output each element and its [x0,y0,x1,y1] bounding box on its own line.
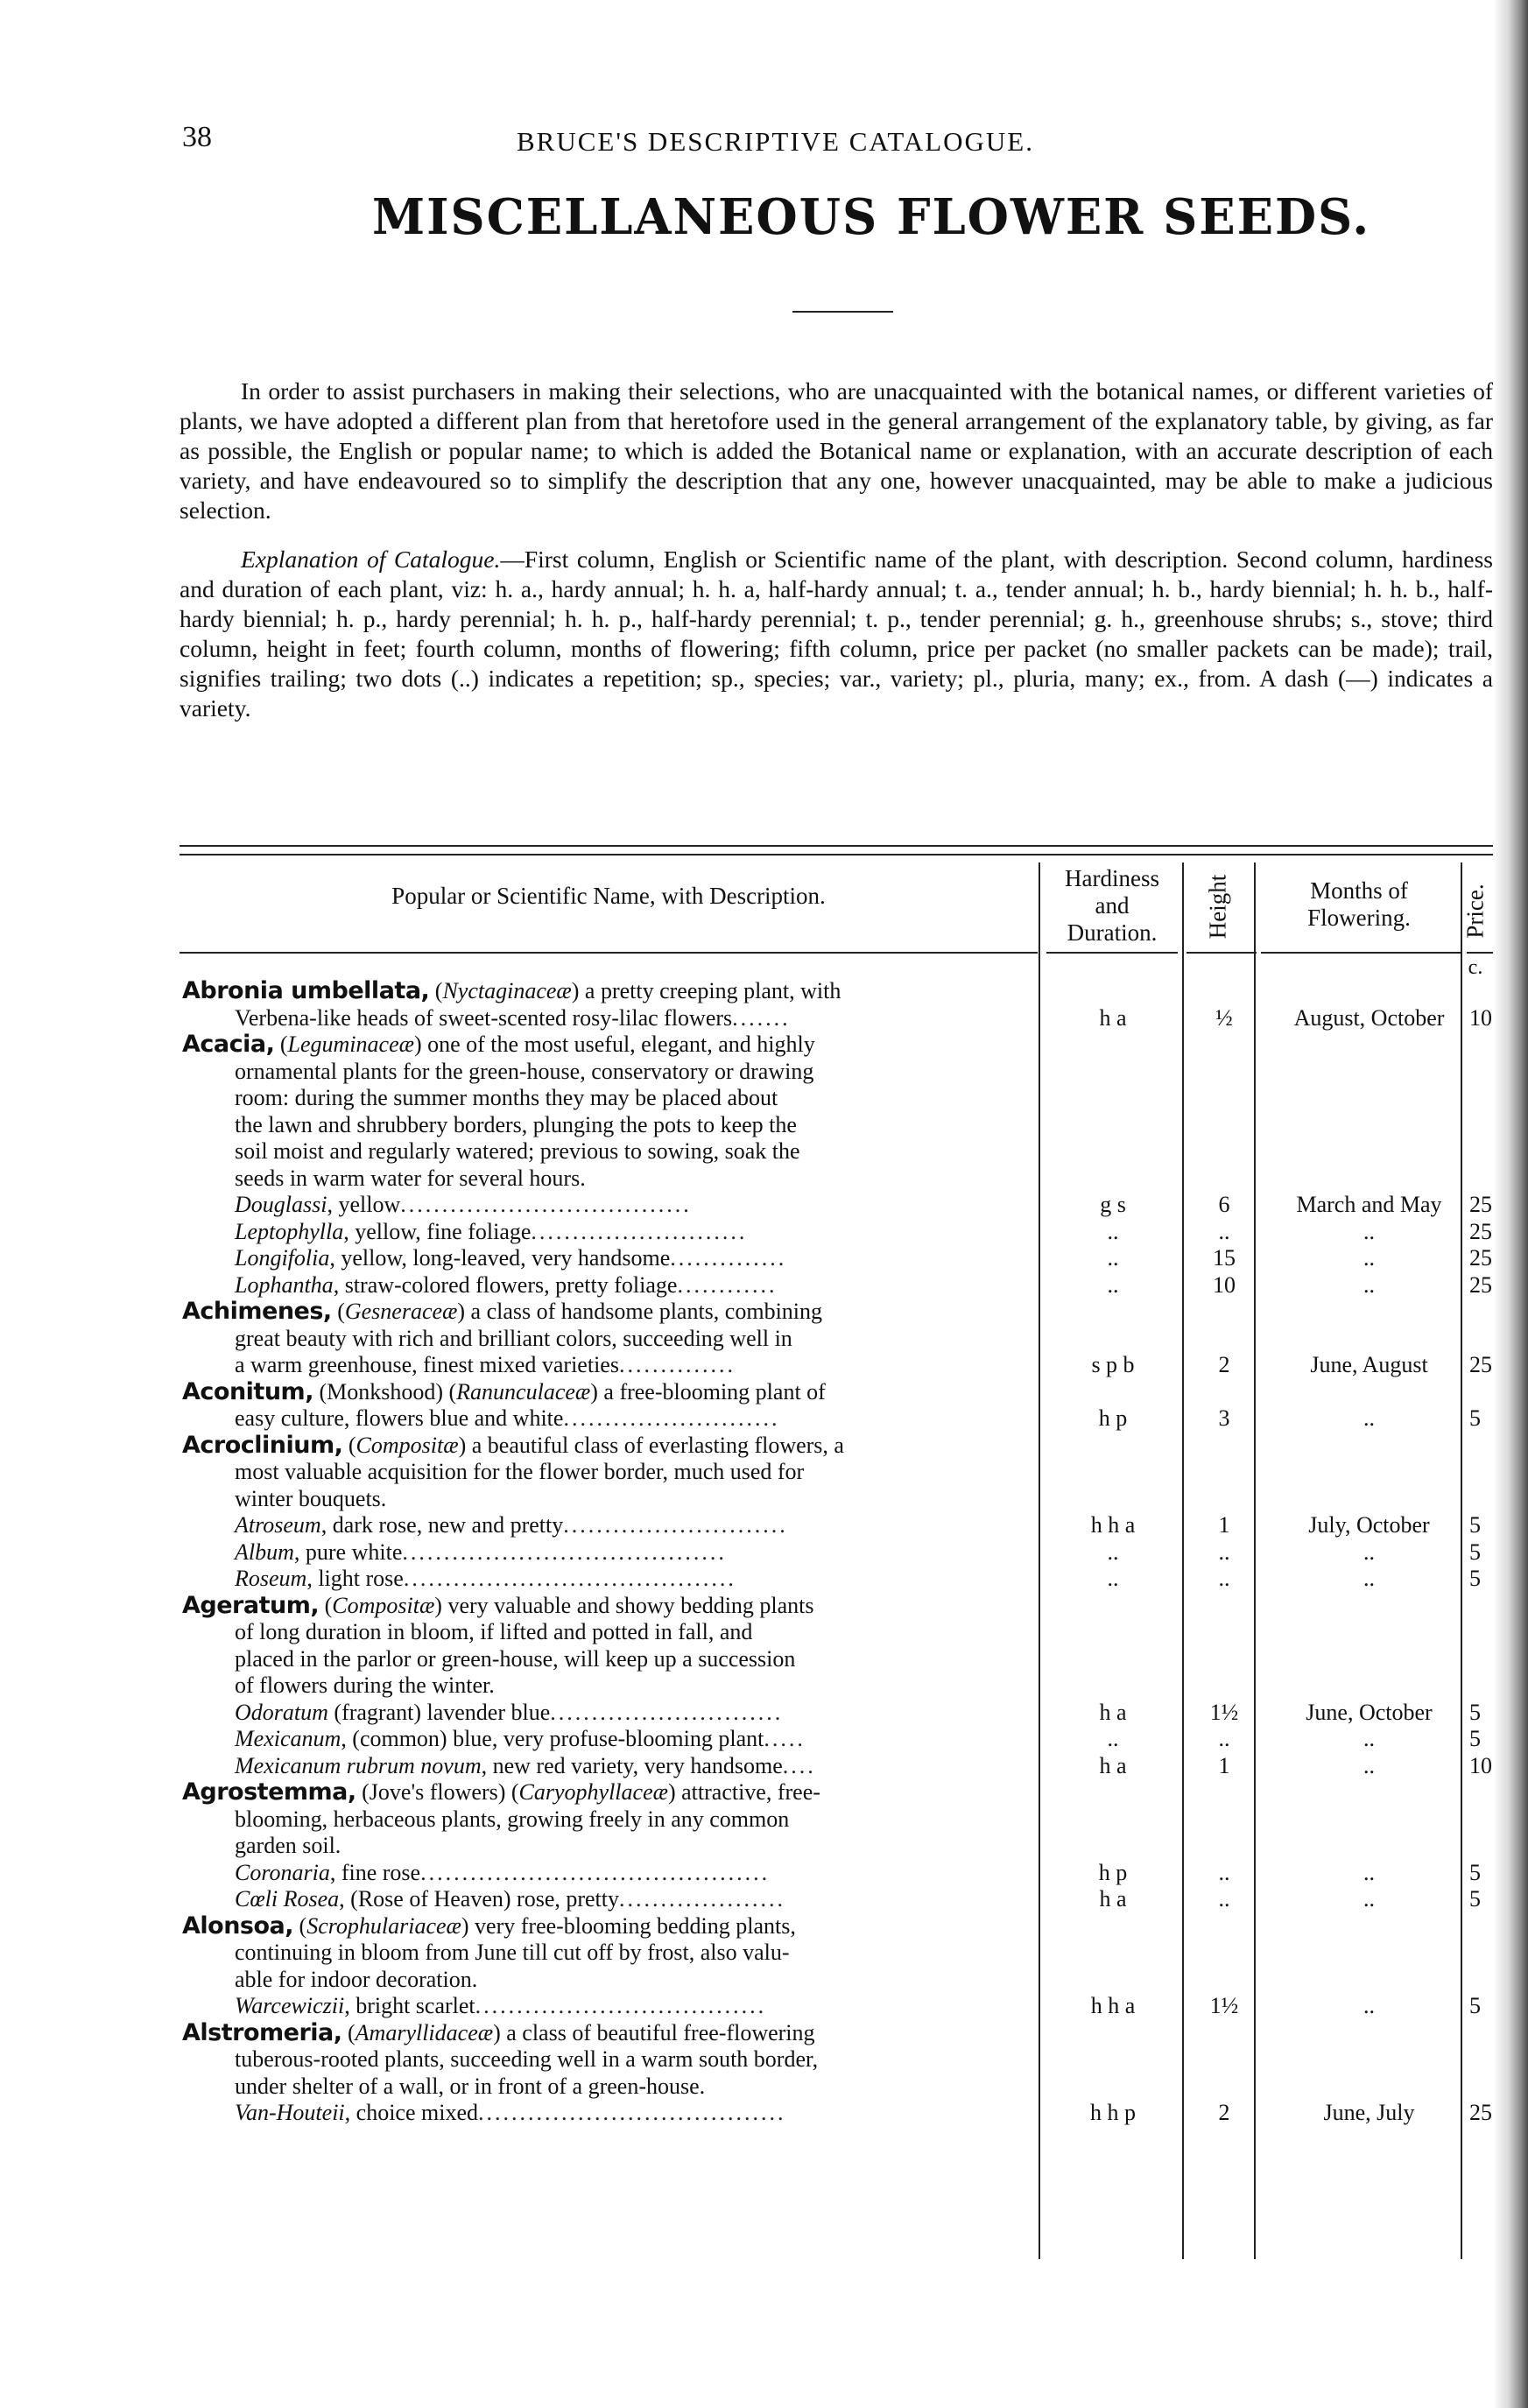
table-row [182,1672,1496,1700]
months-cell: July, October [1308,1512,1430,1538]
months-cell: .. [1363,1726,1375,1751]
row-description [182,1886,1039,1913]
description-text: ( [342,1432,356,1458]
description-text: ) a free-blooming plant of [590,1378,826,1405]
row-description [182,2100,1039,2127]
table-row [182,1486,1496,1513]
description-text: ) a beautiful class of everlasting flowers, a [458,1432,844,1458]
months-cell: .. [1363,1752,1375,1778]
page-number: 38 [182,121,212,153]
hardiness-cell: .. [1107,1566,1119,1591]
description-text: ( [319,1592,333,1618]
header-height: Height [1204,874,1231,940]
leader-dots: ............................ [550,1699,784,1725]
months-cell: .. [1363,1566,1375,1591]
height-cell: 2 [1218,1352,1230,1377]
months-cell: March and May [1296,1192,1442,1217]
row-description [182,1112,1039,1139]
family-name: Amaryllidaceæ [355,2019,494,2045]
table-row [182,1005,1496,1032]
months-cell: .. [1363,1538,1375,1565]
hardiness-cell: .. [1107,1245,1119,1271]
height-cell: ½ [1215,1004,1233,1031]
row-description [182,1940,1039,1967]
price-cell: 10 [1469,1004,1492,1031]
row-description [182,1405,1039,1433]
header-hardiness [1042,865,1182,947]
page-title: MISCELLANEOUS FLOWER SEEDS. [372,188,1371,246]
description-text: garden soil. [235,1833,342,1858]
description-text: ) attractive, free- [667,1779,820,1805]
hardiness-cell: h h a [1090,1512,1136,1538]
description-text: , choice mixed [344,2100,478,2125]
table-row [182,1646,1496,1673]
leader-dots: ....................................... [402,1538,727,1565]
genus-name: Alonsoa, [182,1912,294,1940]
price-cell: 10 [1469,1752,1492,1778]
row-description [182,1779,1039,1806]
height-cell: 10 [1213,1271,1236,1298]
table-row [182,1833,1496,1860]
variety-name: Longifolia [235,1245,330,1271]
price-cell: 5 [1469,1538,1481,1565]
header-hardiness-line: Hardiness [1065,865,1159,891]
months-cell: .. [1363,1993,1375,2018]
family-name: Scrophulariaceæ [306,1912,461,1939]
height-cell: 1½ [1209,1699,1239,1725]
height-cell: .. [1218,1538,1230,1565]
description-text: tuberous-rooted plants, succeeding well in a warm south border, [235,2046,819,2072]
genus-name: Agrostemma, [182,1779,356,1806]
hardiness-cell: .. [1107,1726,1119,1751]
row-description [182,1566,1039,1593]
explanation-paragraph [180,545,1493,723]
row-description [182,1031,1039,1059]
family-name: Compositæ [356,1432,459,1458]
description-text: ) one of the most useful, elegant, and highly [413,1031,815,1057]
genus-name: Ageratum, [182,1592,320,1619]
table-row [182,1753,1496,1780]
description-text: , new red variety, very handsome [481,1752,783,1778]
row-description [182,1379,1039,1406]
description-text: of flowers during the winter. [235,1672,495,1698]
months-cell: August, October [1293,1004,1445,1031]
header-hardiness-line: Duration. [1067,919,1158,946]
row-description [182,1646,1039,1673]
description-text: , straw-colored flowers, pretty foliage [333,1271,678,1298]
row-description [182,1593,1039,1620]
row-description [182,978,1039,1005]
introduction [180,377,1493,743]
variety-name: Cœli Rosea [235,1886,340,1912]
table-row [182,1379,1496,1406]
row-description [182,1806,1039,1834]
header-name: Popular or Scientific Name, with Description. [391,883,826,909]
description-text: ( [429,978,443,1003]
price-unit: c. [1468,956,1483,979]
leader-dots: .... [782,1752,816,1778]
explanation-label: Explanation of Catalogue. [241,546,501,573]
hardiness-cell: h a [1099,1752,1127,1778]
description-text: seeds in warm water for several hours. [235,1165,586,1191]
leader-dots: ............ [677,1271,778,1298]
hardiness-cell: .. [1107,1271,1119,1298]
row-description [182,1138,1039,1165]
height-cell: 1 [1218,1752,1230,1778]
description-text: most valuable acquisition for the flower border, much used for [235,1459,805,1484]
height-cell: 1 [1218,1512,1230,1538]
months-cell: .. [1363,1886,1375,1912]
variety-name: Odoratum [235,1699,328,1725]
description-text: blooming, herbaceous plants, growing freely in any common [235,1806,790,1832]
intro-paragraph: In order to assist purchasers in making their selections, who are unacquainted with the botanical names, or different varieties of plants, we have adopted a different plan from that heretofore used in the general arrangement of the explanatory table, by giving, as far as possible, the English or popular name; to which is added the Botanical name or explanation, with an accurate description of each variety, and have endeavoured so to simplify the description that any one, however unacquainted, may be able to make a judicious selection. [180,377,1493,524]
leader-dots: .......................................... [420,1859,771,1885]
description-text: ) very free-blooming bedding plants, [461,1912,796,1939]
row-description [182,1753,1039,1780]
description-text: , (Rose of Heaven) rose, pretty [339,1886,620,1912]
row-description [182,1005,1039,1032]
variety-name: Douglassi [235,1192,327,1217]
description-text: (fragrant) lavender blue [327,1699,551,1725]
table-row [182,1913,1496,1940]
variety-name: Van-Houteii [235,2100,345,2125]
family-name: Nyctaginaceæ [442,978,572,1003]
description-text: soil moist and regularly watered; previous to sowing, soak the [235,1138,800,1164]
description-text: (Monkshood) ( [313,1378,457,1405]
table-top-rule [180,845,1493,847]
table-row [182,1433,1496,1460]
price-cell: 5 [1469,1566,1481,1591]
price-cell: 25 [1469,1352,1492,1377]
leader-dots: ....... [732,1004,791,1031]
hardiness-cell: h h p [1090,2100,1136,2125]
table-row [182,1459,1496,1486]
price-cell: 5 [1469,1405,1481,1431]
table-row [182,1940,1496,1967]
table-row [182,1700,1496,1727]
table-row [182,2020,1496,2047]
description-text: , fine rose [329,1859,421,1885]
height-cell: 6 [1218,1192,1230,1217]
genus-name: Alstromeria, [182,2019,342,2046]
hardiness-cell: h p [1098,1405,1128,1431]
genus-name: Acroclinium, [182,1432,343,1459]
table-row [182,1593,1496,1620]
months-cell: June, July [1323,2100,1415,2125]
price-cell: 5 [1469,1993,1481,2018]
running-head: BRUCE'S DESCRIPTIVE CATALOGUE. [517,126,1034,157]
table-row [182,2046,1496,2074]
row-description [182,1860,1039,1887]
price-cell: 5 [1469,1859,1481,1885]
table-top-rule-inner [180,854,1493,855]
height-cell: 3 [1218,1405,1230,1431]
description-text: able for indoor decoration. [235,1966,478,1992]
row-description [182,1219,1039,1246]
row-description [182,1993,1039,2020]
description-text: ) a pretty creeping plant, with [571,978,841,1003]
variety-name: Roseum [235,1566,307,1591]
hardiness-cell: g s [1100,1192,1126,1217]
row-description [182,1486,1039,1513]
header-hardiness-line: and [1095,892,1130,919]
description-text: ( [331,1299,345,1324]
header-price: Price. [1461,884,1489,939]
height-cell: 2 [1218,2100,1230,2125]
row-description [182,1672,1039,1700]
description-text: ) a class of beautiful free-flowering [493,2019,815,2045]
leader-dots: ................................... [475,1993,767,2018]
table-row [182,1352,1496,1379]
description-text: ) a class of handsome plants, combining [457,1299,823,1324]
header-months-line: Flowering. [1307,905,1411,931]
table-row [182,1967,1496,1994]
leader-dots: ..................................... [478,2100,786,2125]
genus-name: Achimenes, [182,1299,332,1325]
height-cell: .. [1218,1218,1230,1244]
table-row [182,1299,1496,1326]
table-row [182,1192,1496,1219]
table-row [182,1405,1496,1433]
family-name: Ranunculaceæ [456,1378,591,1405]
table-row [182,1512,1496,1539]
table-row [182,1138,1496,1165]
table-row [182,1726,1496,1753]
variety-name: Atroseum [235,1512,321,1538]
description-text: placed in the parlor or green-house, will keep up a succession [235,1645,796,1672]
price-cell: 5 [1469,1886,1481,1912]
hardiness-cell: h h a [1090,1993,1136,2018]
description-text: , bright scarlet [344,1993,475,2018]
height-cell: 15 [1213,1245,1236,1271]
title-divider [792,311,893,313]
variety-name: Lophantha [235,1271,334,1298]
row-description [182,1245,1039,1272]
leader-dots: .............. [618,1352,736,1377]
description-text: , yellow, long-leaved, very handsome [329,1245,671,1271]
price-cell: 25 [1469,1245,1492,1271]
row-description [182,1192,1039,1219]
family-name: Gesneraceæ [344,1299,458,1324]
months-cell: June, October [1306,1699,1433,1725]
months-cell: .. [1363,1245,1375,1271]
table-row [182,1566,1496,1593]
description-text: ) very valuable and showy bedding plants [434,1592,814,1618]
row-description [182,1433,1039,1460]
genus-name: Abronia umbellata, [182,978,430,1004]
leader-dots: ................................... [400,1192,692,1217]
description-text: the lawn and shrubbery borders, plunging the pots to keep the [235,1111,797,1137]
description-text: , pure white [293,1538,403,1565]
table-row [182,1112,1496,1139]
leader-dots: .............. [670,1245,787,1271]
table-row [182,1886,1496,1913]
genus-name: Aconitum, [182,1378,313,1405]
months-cell: .. [1363,1218,1375,1244]
row-description [182,2074,1039,2101]
header-months-line: Months of [1310,877,1408,904]
height-cell: 1½ [1209,1993,1239,2018]
description-text: ( [342,2019,356,2045]
row-description [182,1326,1039,1353]
leader-dots: .......................... [563,1405,780,1431]
description-text: under shelter of a wall, or in front of a green-house. [235,2073,706,2099]
height-header-rule [1186,952,1257,954]
table-row [182,1779,1496,1806]
family-name: Caryophyllaceæ [518,1779,668,1805]
table-row [182,1085,1496,1112]
variety-name: Mexicanum [235,1726,342,1751]
leader-dots: .................... [619,1886,786,1912]
price-cell: 25 [1469,2100,1492,2125]
variety-name: Album [235,1538,294,1565]
description-text: , light rose [306,1566,404,1591]
header-months [1257,877,1461,932]
table-row [182,1993,1496,2020]
months-cell: .. [1363,1271,1375,1298]
row-description [182,1539,1039,1567]
catalogue-rows [182,978,1496,2127]
row-description [182,2020,1039,2047]
family-name: Compositæ [332,1592,435,1618]
description-text: a warm greenhouse, finest mixed varieties [235,1352,619,1377]
hardiness-cell: .. [1107,1218,1119,1244]
hardiness-cell: h a [1099,1004,1127,1031]
table-row [182,1031,1496,1059]
description-text: , (common) blue, very profuse-blooming plant [341,1726,764,1751]
hardiness-cell: h a [1099,1699,1127,1725]
family-name: Leguminaceæ [287,1031,414,1057]
months-cell: June, August [1310,1352,1428,1377]
row-description [182,1619,1039,1646]
variety-name: Coronaria [235,1859,330,1885]
row-description [182,1700,1039,1727]
row-description [182,1913,1039,1940]
table-row [182,1539,1496,1567]
description-text: continuing in bloom from June till cut off by frost, also valu- [235,1940,790,1965]
row-description [182,1352,1039,1379]
row-description [182,2046,1039,2074]
hardiness-header-rule [1046,952,1178,954]
leader-dots: ........................... [563,1512,788,1538]
row-description [182,1726,1039,1753]
table-row [182,1059,1496,1086]
row-description [182,1459,1039,1486]
price-cell: 25 [1469,1271,1492,1298]
hardiness-cell: h a [1099,1886,1127,1912]
explanation-text: —First column, English or Scientific name of the plant, with description. Second column, hardiness and duration of each plant, viz: h. a., hardy annual; h. h. a, half-hardy annual; t. a., tender annual; h. b., hardy biennial; h. h. b., half-hardy biennial; h. p., hardy perennial; h. h. p., half-hardy perennial; t. p., tender perennial; g. h., greenhouse shrubs; s., stove; third column, height in feet; fourth column, months of flowering; fifth column, price per packet (no smaller packets can be made); trail, signifies trailing; two dots (..) indicates a repetition; sp., species; var., variety; pl., pluria, many; ex., from. A dash (—) indicates a variety. [180,546,1493,722]
leader-dots: .......................... [531,1218,748,1244]
genus-name: Acacia, [182,1031,275,1058]
table-row [182,1860,1496,1887]
table-row [182,1806,1496,1834]
row-description [182,1272,1039,1299]
price-cell: 5 [1469,1726,1481,1751]
description-text: , yellow [327,1192,401,1217]
row-description [182,1165,1039,1193]
months-header-rule [1261,952,1462,954]
row-description [182,1059,1039,1086]
description-text: ornamental plants for the green-house, conservatory or drawing [235,1058,814,1084]
table-row [182,1165,1496,1193]
description-text: ( [274,1031,288,1057]
description-text: great beauty with rich and brilliant colors, succeeding well in [235,1325,792,1351]
price-cell: 25 [1469,1218,1492,1244]
leader-dots: ..... [764,1726,806,1751]
height-cell: .. [1218,1566,1230,1591]
description-text: room: during the summer months they may be placed about [235,1085,778,1110]
months-cell: .. [1363,1405,1375,1431]
description-text: , dark rose, new and pretty [320,1512,564,1538]
row-description [182,1833,1039,1860]
hardiness-cell: .. [1107,1538,1119,1565]
description-text: Verbena-like heads of sweet-scented rosy-lilac flowers [235,1004,733,1031]
description-text: easy culture, flowers blue and white [235,1405,564,1431]
table-row [182,1272,1496,1299]
table-row [182,2074,1496,2101]
description-text: (Jove's flowers) ( [356,1779,519,1805]
table-row [182,978,1496,1005]
row-description [182,1299,1039,1326]
table-row [182,1219,1496,1246]
months-cell: .. [1363,1859,1375,1885]
variety-name: Warcewiczii [235,1993,345,2018]
hardiness-cell: h p [1098,1859,1128,1885]
variety-name: Mexicanum rubrum novum [235,1752,482,1778]
description-text: of long duration in bloom, if lifted and potted in fall, and [235,1619,753,1644]
height-cell: .. [1218,1886,1230,1912]
description-text: winter bouquets. [235,1485,387,1511]
price-cell: 25 [1469,1192,1492,1217]
table-row [182,1619,1496,1646]
row-description [182,1967,1039,1994]
table-row [182,1326,1496,1353]
height-cell: .. [1218,1859,1230,1885]
description-text: , yellow, fine foliage [343,1218,532,1244]
row-description [182,1512,1039,1539]
name-header-rule [180,952,1038,954]
table-row [182,2100,1496,2127]
table-row [182,1245,1496,1272]
description-text: ( [293,1912,307,1939]
variety-name: Leptophylla [235,1218,344,1244]
price-cell: 5 [1469,1699,1481,1725]
height-cell: .. [1218,1726,1230,1751]
price-cell: 5 [1469,1512,1481,1538]
hardiness-cell: s p b [1091,1352,1135,1377]
leader-dots: ........................................ [403,1566,736,1591]
row-description [182,1085,1039,1112]
price-header-rule [1467,952,1493,954]
